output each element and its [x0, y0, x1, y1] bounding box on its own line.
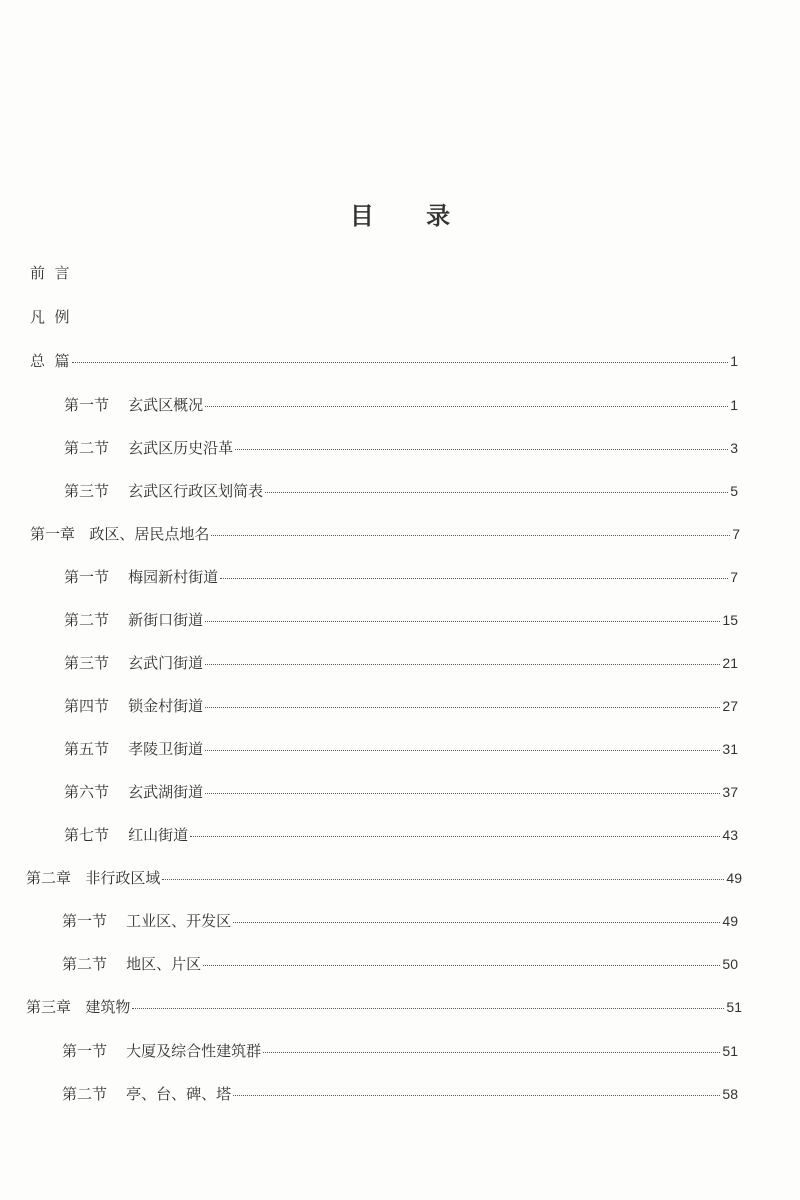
- toc-entry-name: 大厦及综合性建筑群: [126, 1042, 262, 1060]
- toc-page-number: 49: [726, 870, 742, 886]
- toc-dot-leader: [203, 965, 720, 966]
- toc-entry-number: 第二节: [62, 955, 108, 973]
- toc-entry: [64, 695, 738, 716]
- toc-entry-number: 第二节: [62, 1085, 108, 1103]
- toc-entry-number: 第三节: [64, 482, 110, 500]
- toc-entry-number: 第三章: [26, 998, 72, 1016]
- toc-page-number: 58: [722, 1086, 738, 1102]
- toc-dot-leader: [205, 406, 728, 407]
- toc-dot-leader: [235, 449, 728, 450]
- toc-entry: [64, 824, 738, 845]
- toc-entry: [64, 738, 738, 759]
- toc-dot-leader: [205, 750, 720, 751]
- toc-entry-number: 第一节: [64, 396, 110, 414]
- toc-entry-name: 总 篇: [30, 352, 70, 370]
- toc-entry-number: 第六节: [64, 783, 110, 801]
- toc-entry: [64, 781, 738, 802]
- toc-entry-name: 梅园新村街道: [128, 568, 219, 586]
- toc-entry-name: 新街口街道: [128, 611, 204, 629]
- toc-entry-name: 红山街道: [128, 826, 189, 844]
- toc-entry-name: 亭、台、碑、塔: [126, 1085, 232, 1103]
- toc-entry-name: 政区、居民点地名: [89, 525, 210, 543]
- toc-page-number: 27: [722, 698, 738, 714]
- toc-page-number: 15: [722, 612, 738, 628]
- toc-entry-name: 玄武区行政区划简表: [128, 482, 264, 500]
- toc-entry: [62, 1083, 738, 1104]
- toc-page-number: 49: [722, 913, 738, 929]
- toc-entry-number: 第七节: [64, 826, 110, 844]
- toc-entry-name: 建筑物: [85, 998, 131, 1016]
- toc-page-number: 37: [722, 784, 738, 800]
- toc-page-number: 51: [722, 1043, 738, 1059]
- toc-entry-name: 地区、片区: [126, 955, 202, 973]
- toc-page-number: 21: [722, 655, 738, 671]
- toc-dot-leader: [211, 535, 730, 536]
- toc-entry-number: 第二章: [26, 869, 72, 887]
- toc-entry: [64, 566, 738, 587]
- toc-dot-leader: [205, 664, 720, 665]
- toc-entry: [62, 1040, 738, 1061]
- toc-entry-number: 第四节: [64, 697, 110, 715]
- toc-dot-leader: [265, 492, 728, 493]
- toc-entry-number: 第一节: [64, 568, 110, 586]
- toc-entry-number: 第二节: [64, 439, 110, 457]
- toc-entry: [64, 480, 738, 501]
- toc-dot-leader: [233, 1095, 720, 1096]
- toc-page-number: 31: [722, 741, 738, 757]
- toc-entry-number: 第三节: [64, 654, 110, 672]
- toc-dot-leader: [220, 578, 728, 579]
- toc-dot-leader: [162, 879, 724, 880]
- toc-dot-leader: [205, 621, 720, 622]
- toc-front-label: 凡 例: [30, 308, 70, 326]
- toc-entry-number: 第一节: [62, 1042, 108, 1060]
- toc-dot-leader: [205, 793, 720, 794]
- toc-entry: [62, 953, 738, 974]
- toc-entry-name: 玄武区历史沿革: [128, 439, 234, 457]
- toc-dot-leader: [263, 1052, 720, 1053]
- toc-chapter: [26, 867, 742, 888]
- toc-entry: [30, 350, 738, 371]
- toc-entry: [64, 609, 738, 630]
- toc-page-number: 7: [732, 526, 740, 542]
- toc-dot-leader: [233, 922, 720, 923]
- toc-entry: [64, 394, 738, 415]
- toc-entry: [64, 652, 738, 673]
- toc-page-number: 50: [722, 956, 738, 972]
- toc-page-number: 7: [730, 569, 738, 585]
- toc-front-label: 前 言: [30, 264, 70, 282]
- toc-page-number: 1: [730, 353, 738, 369]
- toc-entry-name: 孝陵卫街道: [128, 740, 204, 758]
- toc-entry: [64, 437, 738, 458]
- toc-entry-name: 玄武湖街道: [128, 783, 204, 801]
- toc-entry-name: 锁金村街道: [128, 697, 204, 715]
- page-title: 目 录: [349, 202, 473, 230]
- toc-front-preface: [30, 262, 70, 283]
- toc-page-number: 3: [730, 440, 738, 456]
- toc-page-number: 1: [730, 397, 738, 413]
- toc-entry-number: 第一节: [62, 912, 108, 930]
- toc-front-conventions: [30, 306, 70, 327]
- toc-page-number: 43: [722, 827, 738, 843]
- toc-entry-number: 第二节: [64, 611, 110, 629]
- toc-entry-name: 工业区、开发区: [126, 912, 232, 930]
- toc-chapter: [30, 523, 740, 544]
- toc-dot-leader: [190, 836, 720, 837]
- toc-chapter: [26, 996, 742, 1017]
- toc-page-number: 5: [730, 483, 738, 499]
- toc-entry-number: 第五节: [64, 740, 110, 758]
- toc-page-number: 51: [726, 999, 742, 1015]
- toc-entry-name: 玄武门街道: [128, 654, 204, 672]
- toc-dot-leader: [205, 707, 720, 708]
- toc-entry-name: 玄武区概况: [128, 396, 204, 414]
- toc-entry-number: 第一章: [30, 525, 76, 543]
- toc-dot-leader: [132, 1008, 724, 1009]
- toc-entry-name: 非行政区域: [85, 869, 161, 887]
- toc-dot-leader: [72, 362, 729, 363]
- toc-entry: [62, 910, 738, 931]
